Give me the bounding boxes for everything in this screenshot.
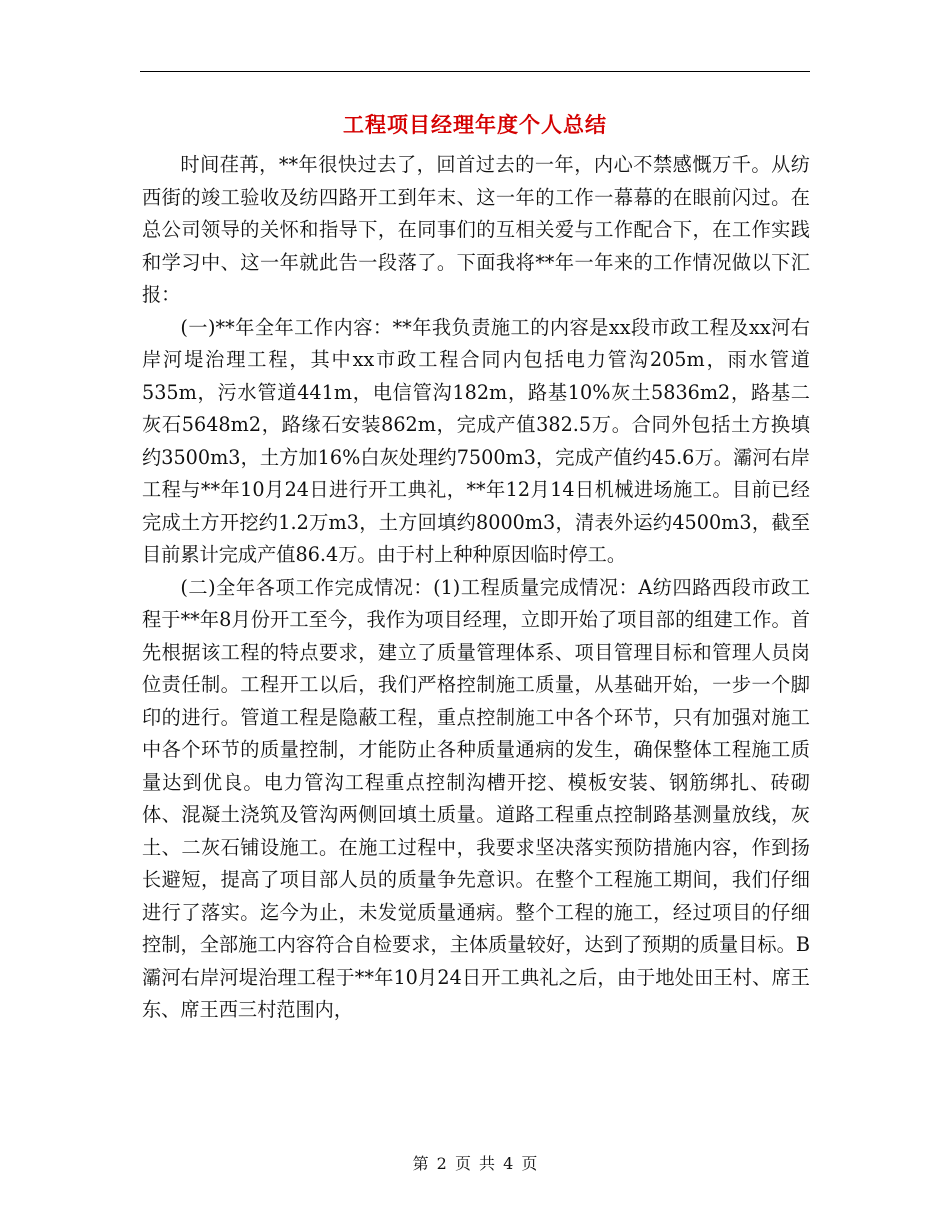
paragraph-intro: 时间荏苒，**年很快过去了，回首过去的一年，内心不禁感慨万千。从纺西街的竣工验收及纺四路开工到年末、这一年的工作一幕幕的在眼前闪过。在总公司领导的关怀和指导下，在同事们的互相关爱与工作配合下，在工作实践和学习中、这一年就此告一段落了。下面我将**年一年来的工作情况做以下汇报：	[142, 153, 810, 306]
document-title: 工程项目经理年度个人总结	[343, 112, 607, 137]
document-body	[142, 149, 810, 1027]
paragraph-work-content: (一)**年全年工作内容：**年我负责施工的内容是xx段市政工程及xx河右岸河堤治理工程，其中xx市政工程合同内包括电力管沟205m，雨水管道535m，污水管道441m，电信管沟182m，路基10%灰土5836m2，路基二灰石5648m2，路缘石安装862m，完成产值382.5万。合同外包括土方换填约3500m3，土方加16%白灰处理约7500m3，完成产值约45.6万。灞河右岸工程与**年10月24日进行开工典礼，**年12月14日机械进场施工。目前已经完成土方开挖约1.2万m3，土方回填约8000m3，清表外运约4500m3，截至目前累计完成产值86.4万。由于村上种种原因临时停工。	[142, 315, 810, 566]
page-number: 第 2 页 共 4 页	[412, 1154, 538, 1173]
header-rule	[140, 71, 810, 72]
paragraph-work-completion: (二)全年各项工作完成情况：(1)工程质量完成情况：A纺四路西段市政工程于**年8月份开工至今，我作为项目经理，立即开始了项目部的组建工作。首先根据该工程的特点要求，建立了质量管理体系、项目管理目标和管理人员岗位责任制。工程开工以后，我们严格控制施工质量，从基础开始，一步一个脚印的进行。管道工程是隐蔽工程，重点控制施工中各个环节，只有加强对施工中各个环节的质量控制，才能防止各种质量通病的发生，确保整体工程施工质量达到优良。电力管沟工程重点控制沟槽开挖、模板安装、钢筋绑扎、砖砌体、混凝土浇筑及管沟两侧回填土质量。道路工程重点控制路基测量放线，灰土、二灰石铺设施工。在施工过程中，我要求坚决落实预防措施内容，作到扬长避短，提高了项目部人员的质量争先意识。在整个工程施工期间，我们仔细进行了落实。迄今为止，未发觉质量通病。整个工程的施工，经过项目的仔细控制，全部施工内容符合自检要求，主体质量较好，达到了预期的质量目标。B灞河右岸河堤治理工程于**年10月24日开工典礼之后，由于地处田王村、席王东、席王西三村范围内，	[142, 575, 810, 1021]
